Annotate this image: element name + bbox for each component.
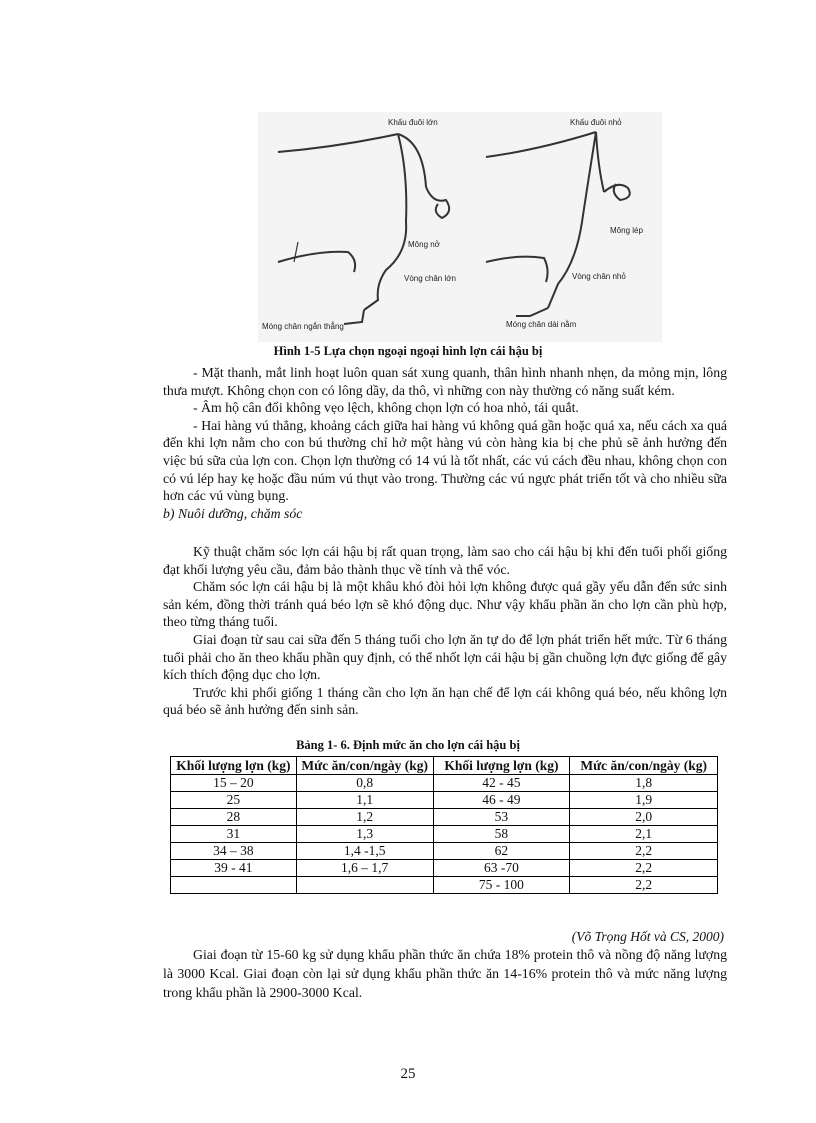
paragraph-care-importance: Kỹ thuật chăm sóc lợn cái hậu bị rất quan trọng, làm sao cho cái hậu bị khi đến tuổi phối giống đạt khối lượng yêu cầu, đảm bảo thành thục về tính và thể vóc. (163, 544, 727, 577)
left-pig-tail (398, 134, 426, 187)
label-foot-long: Móng chân dài nằm (506, 320, 577, 329)
cell: 2,0 (570, 809, 718, 826)
cell: 1,3 (296, 826, 433, 843)
cell: 1,8 (570, 775, 718, 792)
table-row (171, 877, 718, 894)
selection-criteria (163, 364, 727, 522)
table-row (171, 792, 718, 809)
cell (171, 877, 297, 894)
right-pig-tail-curl (604, 184, 630, 200)
header-weight-1: Khối lượng lợn (kg) (171, 757, 297, 775)
table-row (171, 860, 718, 877)
paragraph-care-difficulty: Chăm sóc lợn cái hậu bị là một khâu khó đòi hỏi lợn không được quá gầy yếu dẫn đến sức sinh sản kém, đồng thời tránh quá béo lợn sẽ khó động dục. Như vậy khẩu phần ăn cho lợn cần phù hợp, theo từng tháng tuổi. (163, 579, 727, 630)
cell: 62 (433, 843, 570, 860)
header-weight-2: Khối lượng lợn (kg) (433, 757, 570, 775)
paragraph-protein-energy-text: Giai đoạn từ 15-60 kg sử dụng khẩu phần thức ăn chứa 18% protein thô và nồng độ năng lượng là 3000 Kcal. Giai đoạn còn lại sử dụng khẩu phần thức ăn 14-16% protein thô và mức năng lượng trong khẩu phần là 2900-3000 Kcal. (163, 947, 727, 1000)
table-title: Bảng 1- 6. Định mức ăn cho lợn cái hậu bị (296, 738, 520, 752)
right-pig-rump (548, 132, 596, 308)
page-number: 25 (400, 1066, 416, 1082)
cell: 75 - 100 (433, 877, 570, 894)
paragraph-pre-breeding: Trước khi phối giống 1 tháng cần cho lợn ăn hạn chế để lợn cái không quá béo, nếu không lợn quá béo sẽ ảnh hưởng đến sinh sản. (163, 684, 727, 718)
left-pig-foot (344, 310, 364, 324)
right-pig-back (486, 132, 596, 157)
cell: 53 (433, 809, 570, 826)
cell: 25 (171, 792, 297, 809)
cell: 34 – 38 (171, 843, 297, 860)
right-pig-foot (516, 308, 548, 316)
cell: 2,2 (570, 860, 718, 877)
cell: 2,2 (570, 877, 718, 894)
cell: 31 (171, 826, 297, 843)
table-row (171, 826, 718, 843)
left-pig-hatching (294, 242, 298, 262)
label-tail-small: Khấu đuôi nhỏ (570, 118, 622, 127)
cell: 1,4 -1,5 (296, 843, 433, 860)
cell: 15 – 20 (171, 775, 297, 792)
cell: 1,1 (296, 792, 433, 809)
label-hock-small: Vòng chân nhỏ (572, 272, 626, 281)
label-foot-short: Móng chân ngắn thẳng (262, 322, 344, 331)
paragraph-feeding-stages: Giai đoạn từ sau cai sữa đến 5 tháng tuổi cho lợn ăn tự do để lợn phát triển hết mức. Từ 6 tháng tuổi phải cho ăn theo khẩu phần quy định, có thể nhốt lợn cái hậu bị gần chuồng lợn đực giống để gây kích thích động dục cho lợn. (163, 631, 727, 683)
feeding-rate-table (170, 756, 718, 894)
header-feed-2: Mức ăn/con/ngày (kg) (570, 757, 718, 775)
cell: 2,1 (570, 826, 718, 843)
cell: 2,2 (570, 843, 718, 860)
paragraph-vulva: - Âm hộ cân đối không vẹo lệch, không chọn lợn có hoa nhỏ, tái quắt. (193, 400, 579, 416)
cell: 1,6 – 1,7 (296, 860, 433, 877)
cell: 63 -70 (433, 860, 570, 877)
table-source: (Võ Trọng Hốt và CS, 2000) (571, 929, 724, 944)
paragraph-teats: - Hai hàng vú thẳng, khoảng cách giữa hai hàng vú không quá gần hoặc quá xa, nếu cách xa quá đến khi lợn nằm cho con bú thường chỉ hở một hàng vú còn hàng kia bị che phủ sẽ ảnh hưởng đến việc bú sữa của lợn con. Chọn lợn thường có 14 vú là tốt nhất, các vú cách đều nhau, không chọn con có vú lép hay kẹ hoặc đầu núm vú thụt vào trong. Thường các vú ngực phát triển tốt và cho nhiều sữa hơn các vú vùng bụng. (163, 417, 727, 504)
left-pig-back (278, 134, 398, 152)
cell: 42 - 45 (433, 775, 570, 792)
cell: 46 - 49 (433, 792, 570, 809)
cell (296, 877, 433, 894)
label-hock-large: Vòng chân lớn (404, 274, 456, 283)
paragraph-face-skin: - Mặt thanh, mắt linh hoạt luôn quan sát xung quanh, thân hình nhanh nhẹn, da mỏng mịn, lông thưa mượt. Không chọn con có lông dầy, da thô, vì những con này thường có năng suất kém. (163, 365, 727, 398)
table-row (171, 809, 718, 826)
header-feed-1: Mức ăn/con/ngày (kg) (296, 757, 433, 775)
label-rump-flat: Mông lép (610, 226, 643, 235)
right-pig-tail (596, 132, 604, 192)
paragraph-protein-energy (163, 945, 727, 1002)
left-pig-tail-curl (426, 187, 449, 218)
pig-conformation-figure (258, 112, 662, 342)
cell: 1,9 (570, 792, 718, 809)
nutrition-care (163, 543, 727, 719)
cell: 1,2 (296, 809, 433, 826)
pig-hindquarter-drawings (258, 112, 662, 342)
right-pig-belly (486, 257, 548, 282)
table-row (171, 843, 718, 860)
table-row (171, 775, 718, 792)
left-pig-belly (278, 252, 355, 272)
label-rump-full: Mông nở (408, 240, 440, 249)
figure-caption: Hình 1-5 Lựa chọn ngoại ngoại hình lợn cái hậu bị (273, 344, 543, 358)
cell: 0,8 (296, 775, 433, 792)
cell: 58 (433, 826, 570, 843)
cell: 28 (171, 809, 297, 826)
section-heading-b: b) Nuôi dưỡng, chăm sóc (163, 505, 303, 521)
table-header-row (171, 757, 718, 775)
label-tail-high: Khấu đuôi lớn (388, 118, 438, 127)
cell: 39 - 41 (171, 860, 297, 877)
left-pig-rump (364, 134, 406, 310)
